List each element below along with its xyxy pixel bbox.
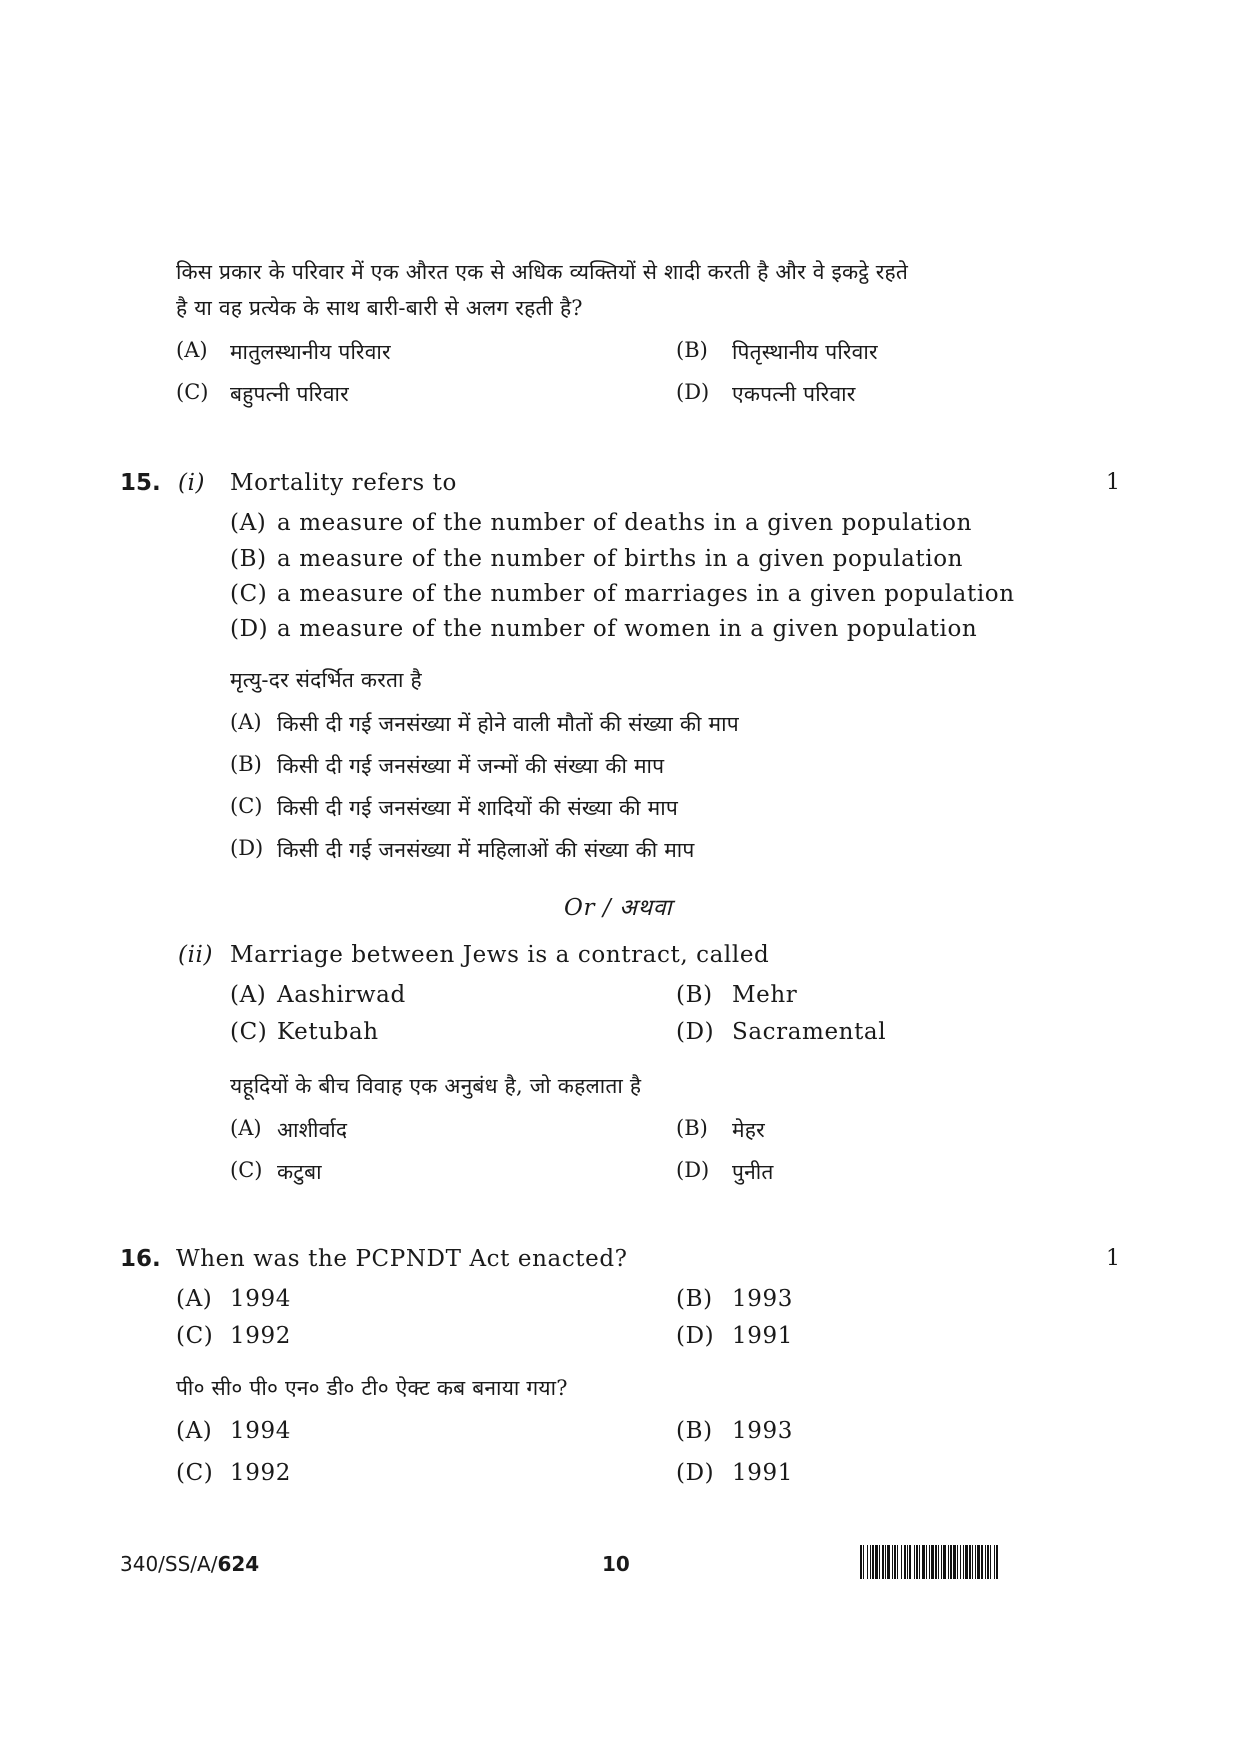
q16-option-d-label: (D) <box>676 1323 715 1349</box>
q15-part-ii-stem: Marriage between Jews is a contract, called <box>230 942 770 968</box>
q15-i-option-c-label: (C) <box>230 581 268 607</box>
q15-ii-hindi-option-b-label: (B) <box>676 1116 708 1140</box>
q16-hindi-option-a-text: 1994 <box>230 1418 291 1444</box>
barcode-icon <box>860 1545 1118 1579</box>
q15-ii-hindi-option-d-text: पुनीत <box>732 1160 774 1184</box>
q15-i-hindi-option-d-label: (D) <box>230 836 264 860</box>
q15-ii-option-b-text: Mehr <box>732 982 798 1008</box>
paper-code <box>120 1552 259 1576</box>
q15-i-option-d-text: a measure of the number of women in a given population <box>277 616 978 642</box>
q15-ii-hindi-stem: यहूदियों के बीच विवाह एक अनुबंध है, जो कहलाता है <box>230 1074 642 1098</box>
q15-ii-option-d-text: Sacramental <box>732 1019 887 1045</box>
q14-option-c-label: (C) <box>176 380 209 404</box>
q15-i-option-d-label: (D) <box>230 616 269 642</box>
q15-ii-option-b-label: (B) <box>676 982 713 1008</box>
q15-i-option-c-text: a measure of the number of marriages in a given population <box>277 581 1015 607</box>
q16-stem: When was the PCPNDT Act enacted? <box>176 1246 628 1272</box>
q15-i-hindi-stem: मृत्यु-दर संदर्भित करता है <box>230 668 422 692</box>
q16-option-d-text: 1991 <box>732 1323 793 1349</box>
q16-hindi-option-b-text: 1993 <box>732 1418 793 1444</box>
q15-part-i-stem: Mortality refers to <box>230 470 457 496</box>
q16-hindi-option-d-label: (D) <box>676 1460 715 1486</box>
q15-i-hindi-option-b-label: (B) <box>230 752 262 776</box>
q15-i-hindi-option-b-text: किसी दी गई जनसंख्या में जन्मों की संख्या की माप <box>277 754 665 778</box>
q16-option-a-label: (A) <box>176 1286 213 1312</box>
q15-ii-hindi-option-c-label: (C) <box>230 1158 263 1182</box>
q14-option-d-text: एकपत्नी परिवार <box>732 382 856 406</box>
paper-code-prefix: 340/SS/A/ <box>120 1552 218 1576</box>
page-number: 10 <box>602 1552 630 1576</box>
q15-i-hindi-option-a-text: किसी दी गई जनसंख्या में होने वाली मौतों की संख्या की माप <box>277 712 739 736</box>
q14-option-b-label: (B) <box>676 338 708 362</box>
q16-option-b-text: 1993 <box>732 1286 793 1312</box>
q16-hindi-option-c-text: 1992 <box>230 1460 291 1486</box>
q15-part-i-label: (i) <box>178 470 206 496</box>
q14-option-a-text: मातुलस्थानीय परिवार <box>230 340 391 364</box>
q15-number: 15. <box>120 470 161 496</box>
q15-ii-option-c-label: (C) <box>230 1019 268 1045</box>
q15-i-hindi-option-d-text: किसी दी गई जनसंख्या में महिलाओं की संख्या की माप <box>277 838 695 862</box>
q16-hindi-option-a-label: (A) <box>176 1418 213 1444</box>
paper-code-number: 624 <box>217 1552 260 1576</box>
q15-i-option-a-text: a measure of the number of deaths in a given population <box>277 510 973 536</box>
q15-ii-hindi-option-b-text: मेहर <box>732 1118 765 1142</box>
q16-option-b-label: (B) <box>676 1286 713 1312</box>
q15-i-option-a-label: (A) <box>230 510 267 536</box>
q15-i-hindi-option-a-label: (A) <box>230 710 262 734</box>
q15-ii-hindi-option-d-label: (D) <box>676 1158 710 1182</box>
q15-ii-option-c-text: Ketubah <box>277 1019 379 1045</box>
q14-option-d-label: (D) <box>676 380 710 404</box>
q15-i-option-b-label: (B) <box>230 546 267 572</box>
q14-option-c-text: बहुपत्नी परिवार <box>230 382 349 406</box>
q15-ii-option-a-label: (A) <box>230 982 267 1008</box>
q15-ii-option-d-label: (D) <box>676 1019 715 1045</box>
q14-option-a-label: (A) <box>176 338 208 362</box>
q16-hindi-option-b-label: (B) <box>676 1418 713 1444</box>
q16-marks: 1 <box>1106 1246 1120 1271</box>
q14-hindi-stem-line2: है या वह प्रत्येक के साथ बारी-बारी से अलग रहती है? <box>176 296 583 320</box>
q15-marks: 1 <box>1106 470 1120 495</box>
q16-hindi-stem: पी० सी० पी० एन० डी० टी० ऐक्ट कब बनाया गया? <box>176 1376 568 1400</box>
q14-hindi-stem-line1: किस प्रकार के परिवार में एक औरत एक से अधिक व्यक्तियों से शादी करती है और वे इकट्ठे रहते <box>176 260 909 284</box>
q16-hindi-option-c-label: (C) <box>176 1460 214 1486</box>
q15-i-hindi-option-c-label: (C) <box>230 794 263 818</box>
q15-ii-hindi-option-a-text: आशीर्वाद <box>277 1118 348 1142</box>
q15-ii-hindi-option-a-label: (A) <box>230 1116 262 1140</box>
q15-part-ii-label: (ii) <box>178 942 214 968</box>
q14-option-b-text: पितृस्थानीय परिवार <box>732 340 878 364</box>
q15-ii-hindi-option-c-text: कटुबा <box>277 1160 322 1184</box>
q16-hindi-option-d-text: 1991 <box>732 1460 793 1486</box>
or-separator: Or / अथवा <box>564 895 673 921</box>
q16-option-c-text: 1992 <box>230 1323 291 1349</box>
q15-ii-option-a-text: Aashirwad <box>277 982 406 1008</box>
q16-number: 16. <box>120 1246 161 1272</box>
q16-option-a-text: 1994 <box>230 1286 291 1312</box>
q16-option-c-label: (C) <box>176 1323 214 1349</box>
q15-i-option-b-text: a measure of the number of births in a given population <box>277 546 964 572</box>
q15-i-hindi-option-c-text: किसी दी गई जनसंख्या में शादियों की संख्या की माप <box>277 796 678 820</box>
